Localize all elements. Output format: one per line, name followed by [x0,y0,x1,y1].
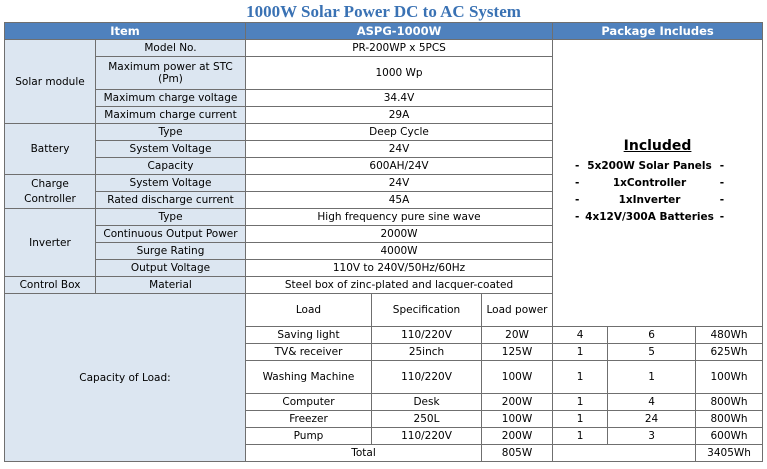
group-battery: Battery [5,124,96,175]
spec-label: System Voltage [96,175,246,192]
spec-value: 34.4V [246,90,553,107]
package-item: - 4x12V/300A Batteries - [575,211,725,223]
spec-value: 600AH/24V [246,158,553,175]
load-cell: 125W [482,344,553,361]
spec-value: PR-200WP x 5PCS [246,40,553,57]
load-cell: 20W [482,327,553,344]
spec-label: Maximum charge voltage [96,90,246,107]
spec-value: 1000 Wp [246,57,553,90]
load-cell: 1 [553,361,608,394]
spec-label: Model No. [96,40,246,57]
group-solar-module: Solar module [5,40,96,124]
load-cell: 1 [608,361,696,394]
load-cell: 4 [608,394,696,411]
load-cell: Washing Machine [246,361,372,394]
load-cell: Computer [246,394,372,411]
package-item: - 5x200W Solar Panels - [575,160,725,172]
spec-label: Maximum charge current [96,107,246,124]
load-cell: 100W [482,361,553,394]
load-header-cell: Load [246,294,372,327]
spec-value: 45A [246,192,553,209]
total-expend: 3405Wh [696,445,763,462]
spec-label: Capacity [96,158,246,175]
load-cell: 250L [372,411,482,428]
total-power: 805W [482,445,553,462]
spec-label: System Voltage [96,141,246,158]
load-cell: Freezer [246,411,372,428]
spec-value: Steel box of zinc-plated and lacquer-coated [246,277,553,294]
load-cell: 100W [482,411,553,428]
total-empty [553,445,696,462]
load-cell: 625Wh [696,344,763,361]
load-cell: 110/220V [372,327,482,344]
spec-table [4,22,763,462]
spec-label: Maximum power at STC (Pm) [96,57,246,90]
load-cell: 110/220V [372,428,482,445]
load-cell: 480Wh [696,327,763,344]
load-cell: 4 [553,327,608,344]
load-cell: Desk [372,394,482,411]
load-cell: 1 [553,344,608,361]
load-cell: 1 [553,411,608,428]
load-cell: 800Wh [696,411,763,428]
load-cell: 200W [482,428,553,445]
spec-label: Surge Rating [96,243,246,260]
load-cell: 200W [482,394,553,411]
group-control-box: Control Box [5,277,96,294]
spec-value: 2000W [246,226,553,243]
spec-label: Type [96,124,246,141]
spec-label: Rated discharge current [96,192,246,209]
spec-value: High frequency pure sine wave [246,209,553,226]
load-cell: Pump [246,428,372,445]
package-item: - 1xInverter - [575,194,725,206]
spec-value: 24V [246,175,553,192]
spec-value: 110V to 240V/50Hz/60Hz [246,260,553,277]
load-cell: 1 [553,428,608,445]
spec-label: Type [96,209,246,226]
load-cell: TV& receiver [246,344,372,361]
load-header-cell: Load power [482,294,553,327]
load-cell: 24 [608,411,696,428]
header-item: Item [5,23,246,40]
package-includes-panel [553,40,763,327]
load-cell: 3 [608,428,696,445]
spec-label: Continuous Output Power [96,226,246,243]
package-item: - 1xController - [575,177,725,189]
header-model: ASPG-1000W [246,23,553,40]
included-title: Included [623,138,692,154]
header-row [5,23,763,40]
spec-value: Deep Cycle [246,124,553,141]
load-cell: 5 [608,344,696,361]
spec-label: Material [96,277,246,294]
load-cell: 25inch [372,344,482,361]
load-header-cell: Specification [372,294,482,327]
spec-value: 29A [246,107,553,124]
spec-value: 4000W [246,243,553,260]
load-cell: 1 [553,394,608,411]
load-cell: 6 [608,327,696,344]
load-cell: 100Wh [696,361,763,394]
load-cell: 110/220V [372,361,482,394]
total-label: Total [246,445,482,462]
spec-label: Output Voltage [96,260,246,277]
load-cell: 600Wh [696,428,763,445]
group-charge-controller: Charge Controller [5,175,96,209]
load-cell: 800Wh [696,394,763,411]
page-title: 1000W Solar Power DC to AC System [246,2,521,21]
group-capacity-of-load: Capacity of Load: [5,294,246,462]
group-inverter: Inverter [5,209,96,277]
header-package: Package Includes [553,23,763,40]
load-cell: Saving light [246,327,372,344]
spec-value: 24V [246,141,553,158]
